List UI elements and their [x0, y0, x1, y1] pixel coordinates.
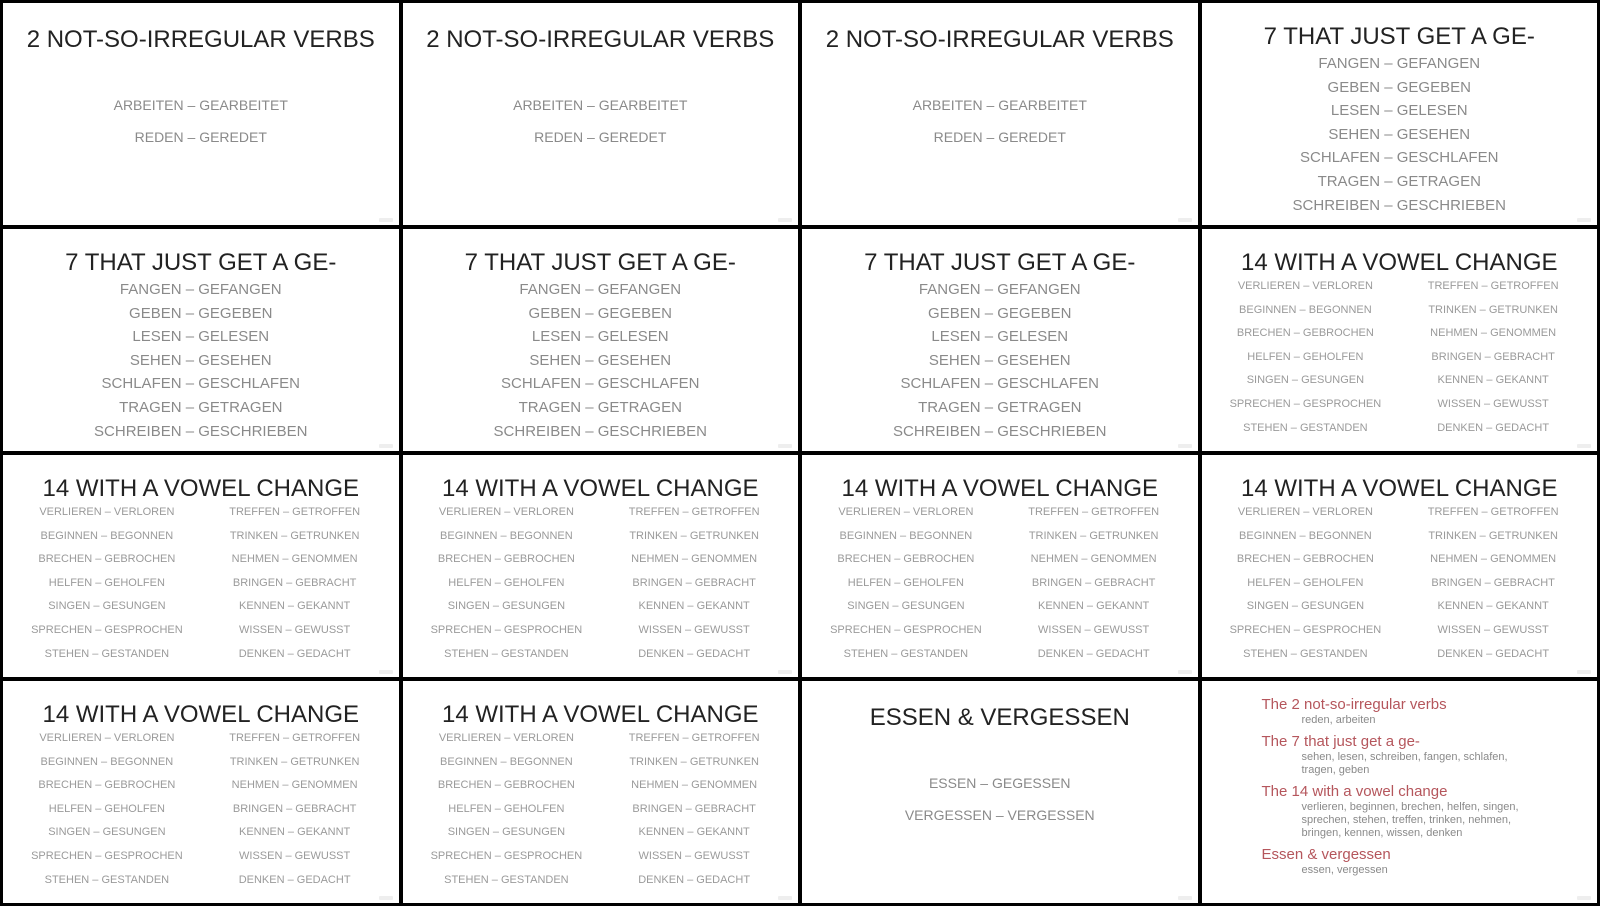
verb-pair: SCHLAFEN – GESCHLAFEN [501, 375, 700, 393]
verb-pair: BEGINNEN – BEGONNEN [839, 529, 973, 542]
verb-pair: FANGEN – GEFANGEN [119, 281, 282, 298]
slide-title: 14 WITH A VOWEL CHANGE [42, 475, 359, 502]
verb-pair: WISSEN – GEWUSST [1437, 397, 1549, 410]
verb-pair: BRECHEN – GEBROCHEN [437, 553, 575, 566]
verb-pair: BRECHEN – GEBROCHEN [38, 779, 176, 792]
verb-pair: HELFEN – GEHOLFEN [1247, 350, 1364, 363]
verb-pair: SCHLAFEN – GESCHLAFEN [101, 375, 300, 393]
verb-pair: ARBEITEN – GEARBEITET [513, 97, 688, 113]
verb-columns [3, 504, 399, 669]
verb-column-right [600, 504, 788, 669]
slide-thumbnail[interactable] [3, 681, 399, 903]
verb-pair: TREFFEN – GETROFFEN [628, 732, 760, 744]
verb-pair: SCHREIBEN – GESCHRIEBEN [94, 422, 308, 440]
slide-title: 7 THAT JUST GET A GE- [65, 249, 337, 276]
verb-pair: TRINKEN – GETRUNKEN [229, 529, 360, 542]
verb-pair: BRINGEN – GEBRACHT [1431, 576, 1555, 589]
verb-pair: SEHEN – GESEHEN [1328, 125, 1471, 143]
verb-pair: SCHLAFEN – GESCHLAFEN [900, 375, 1099, 393]
verb-pair: TREFFEN – GETROFFEN [1028, 506, 1160, 518]
verb-pair: LESEN – GELESEN [531, 328, 669, 346]
slide-title: 14 WITH A VOWEL CHANGE [841, 475, 1158, 502]
verb-pair: REDEN – GEREDET [534, 129, 667, 145]
slide-title: 7 THAT JUST GET A GE- [464, 249, 736, 276]
verb-pair: DENKEN – GEDACHT [638, 647, 751, 660]
verb-pair: SCHLAFEN – GESCHLAFEN [1300, 149, 1499, 167]
verb-pair: SCHREIBEN – GESCHRIEBEN [1292, 196, 1506, 214]
verb-list [3, 95, 399, 159]
verb-pair: SINGEN – GESUNGEN [447, 600, 566, 613]
slide-thumbnail[interactable] [1202, 229, 1598, 451]
summary-verbs: essen, vergessen [1301, 864, 1388, 876]
verb-list [403, 95, 799, 159]
slide-thumbnail[interactable] [802, 229, 1198, 451]
verb-pair: TRINKEN – GETRUNKEN [1428, 529, 1558, 542]
verb-pair: STEHEN – GESTANDEN [444, 873, 569, 886]
verb-column-right [201, 730, 389, 895]
verb-pair: STEHEN – GESTANDEN [44, 873, 170, 886]
verb-column-left [1212, 278, 1400, 443]
verb-pair: WISSEN – GEWUSST [638, 849, 750, 862]
verb-pair: STEHEN – GESTANDEN [1243, 647, 1368, 660]
verb-pair: VERLIEREN – VERLOREN [39, 732, 175, 744]
verb-pair: ESSEN – GEGESSEN [928, 775, 1071, 791]
slide-watermark [379, 218, 393, 222]
verb-pair: BEGINNEN – BEGONNEN [1239, 529, 1372, 542]
slide-title: 14 WITH A VOWEL CHANGE [1240, 249, 1558, 276]
verb-pair: DENKEN – GEDACHT [238, 873, 351, 886]
verb-pair: SPRECHEN – GESPROCHEN [1229, 623, 1382, 636]
verb-pair: TRINKEN – GETRUNKEN [629, 529, 759, 542]
verb-pair: BRECHEN – GEBROCHEN [437, 779, 575, 792]
slide-watermark [1577, 218, 1591, 222]
verb-columns [403, 504, 799, 669]
verb-pair: BRINGEN – GEBRACHT [1431, 350, 1555, 363]
verb-pair: STEHEN – GESTANDEN [44, 647, 170, 660]
verb-pair: VERLIEREN – VERLOREN [1237, 280, 1373, 292]
verb-pair: HELFEN – GEHOLFEN [48, 576, 165, 589]
verb-pair: FANGEN – GEFANGEN [918, 281, 1081, 298]
verb-pair: ARBEITEN – GEARBEITET [912, 97, 1087, 113]
verb-list [3, 280, 399, 445]
verb-pair: SPRECHEN – GESPROCHEN [430, 849, 583, 862]
verb-pair: WISSEN – GEWUSST [239, 623, 351, 636]
verb-column-right [1000, 504, 1188, 669]
slide-watermark [778, 444, 792, 448]
verb-pair: NEHMEN – GENOMMEN [631, 779, 758, 792]
verb-pair: BRINGEN – GEBRACHT [232, 802, 357, 815]
slide-title: 7 THAT JUST GET A GE- [1263, 23, 1535, 50]
slide-thumbnail[interactable] [802, 3, 1198, 225]
verb-pair: LESEN – GELESEN [931, 328, 1069, 346]
verb-pair: HELFEN – GEHOLFEN [847, 576, 964, 589]
slide-title: ESSEN & VERGESSEN [869, 704, 1130, 731]
verb-pair: VERLIEREN – VERLOREN [1237, 506, 1373, 518]
slide-watermark [778, 218, 792, 222]
verb-pair: NEHMEN – GENOMMEN [1430, 327, 1557, 340]
verb-pair: TRINKEN – GETRUNKEN [629, 755, 759, 768]
slide-title: 14 WITH A VOWEL CHANGE [42, 701, 359, 728]
verb-pair: SPRECHEN – GESPROCHEN [430, 623, 583, 636]
verb-pair: TRAGEN – GETRAGEN [119, 398, 283, 416]
slide-watermark [1178, 896, 1192, 900]
summary-heading: The 14 with a vowel change [1261, 783, 1448, 800]
verb-pair: VERLIEREN – VERLOREN [838, 506, 974, 518]
verb-pair: LESEN – GELESEN [1330, 102, 1468, 120]
verb-pair: BEGINNEN – BEGONNEN [440, 529, 573, 542]
verb-pair: LESEN – GELESEN [132, 328, 270, 346]
verb-pair: VERLIEREN – VERLOREN [438, 732, 574, 744]
verb-column-left [13, 730, 201, 895]
verb-pair: WISSEN – GEWUSST [1437, 623, 1549, 636]
verb-pair: KENNEN – GEKANNT [239, 826, 351, 839]
verb-pair: BRINGEN – GEBRACHT [632, 802, 756, 815]
verb-column-right [600, 730, 788, 895]
verb-pair: BRECHEN – GEBROCHEN [837, 553, 975, 566]
verb-pair: KENNEN – GEKANNT [638, 600, 750, 613]
verb-pair: TRAGEN – GETRAGEN [1317, 172, 1481, 190]
verb-columns [1202, 504, 1598, 669]
slide-watermark [1178, 670, 1192, 674]
verb-list [802, 95, 1198, 159]
verb-pair: BEGINNEN – BEGONNEN [1239, 303, 1372, 316]
verb-list [1202, 54, 1598, 219]
verb-pair: SPRECHEN – GESPROCHEN [31, 849, 183, 862]
verb-pair: DENKEN – GEDACHT [1037, 647, 1150, 660]
slide-watermark [778, 896, 792, 900]
slide-title: 14 WITH A VOWEL CHANGE [1240, 475, 1558, 502]
verb-pair: DENKEN – GEDACHT [1437, 421, 1550, 434]
verb-pair: BRECHEN – GEBROCHEN [38, 553, 176, 566]
verb-pair: BRECHEN – GEBROCHEN [1236, 553, 1374, 566]
verb-pair: HELFEN – GEHOLFEN [448, 802, 565, 815]
summary-verbs: sehen, lesen, schreiben, fangen, schlafen, tragen, geben [1301, 751, 1508, 776]
verb-pair: KENNEN – GEKANNT [1437, 374, 1549, 387]
verb-pair: WISSEN – GEWUSST [239, 849, 351, 862]
slide-thumbnail[interactable] [403, 455, 799, 677]
verb-pair: VERLIEREN – VERLOREN [39, 506, 175, 518]
verb-pair: FANGEN – GEFANGEN [519, 281, 682, 298]
verb-pair: VERGESSEN – VERGESSEN [904, 807, 1095, 823]
verb-pair: GEBEN – GEGEBEN [1327, 78, 1471, 96]
slide-watermark [778, 670, 792, 674]
verb-pair: TREFFEN – GETROFFEN [1427, 506, 1559, 518]
verb-pair: SINGEN – GESUNGEN [1246, 374, 1365, 387]
verb-pair: HELFEN – GEHOLFEN [48, 802, 165, 815]
verb-pair: BRECHEN – GEBROCHEN [1236, 327, 1374, 340]
verb-pair: SCHREIBEN – GESCHRIEBEN [893, 422, 1107, 440]
verb-column-left [812, 504, 1000, 669]
verb-pair: REDEN – GEREDET [933, 129, 1066, 145]
verb-pair: TRINKEN – GETRUNKEN [1428, 303, 1558, 316]
verb-pair: STEHEN – GESTANDEN [1243, 421, 1368, 434]
verb-list [403, 280, 799, 445]
slide-thumbnail[interactable] [1202, 455, 1598, 677]
verb-columns [802, 504, 1198, 669]
verb-pair: ARBEITEN – GEARBEITET [113, 97, 288, 113]
verb-pair: BRINGEN – GEBRACHT [232, 576, 357, 589]
verb-column-right [1399, 278, 1587, 443]
slide-thumbnail[interactable] [3, 455, 399, 677]
verb-pair: NEHMEN – GENOMMEN [231, 553, 358, 566]
summary-heading: The 2 not-so-irregular verbs [1261, 696, 1447, 713]
slide-title: 14 WITH A VOWEL CHANGE [441, 701, 759, 728]
summary-verbs: verlieren, beginnen, brechen, helfen, singen, sprechen, stehen, treffen, trinken, nehmen, bringen, kennen, wissen, denken [1301, 801, 1519, 839]
verb-pair: BRINGEN – GEBRACHT [632, 576, 756, 589]
verb-pair: BRINGEN – GEBRACHT [1031, 576, 1156, 589]
verb-pair: TREFFEN – GETROFFEN [229, 732, 361, 744]
verb-pair: TRAGEN – GETRAGEN [518, 398, 682, 416]
slide-watermark [1178, 218, 1192, 222]
slide-thumbnail[interactable] [3, 229, 399, 451]
slide-title: 2 NOT-SO-IRREGULAR VERBS [26, 26, 375, 53]
verb-pair: HELFEN – GEHOLFEN [1247, 576, 1364, 589]
verb-pair: DENKEN – GEDACHT [1437, 647, 1550, 660]
slide-thumbnail[interactable] [3, 3, 399, 225]
slide-thumbnail[interactable] [1202, 681, 1598, 903]
verb-pair: KENNEN – GEKANNT [239, 600, 351, 613]
verb-pair: SEHEN – GESEHEN [928, 351, 1071, 369]
verb-column-left [413, 504, 601, 669]
summary-heading: The 7 that just get a ge- [1261, 733, 1420, 750]
verb-pair: SINGEN – GESUNGEN [847, 600, 965, 613]
verb-pair: KENNEN – GEKANNT [1437, 600, 1549, 613]
verb-pair: STEHEN – GESTANDEN [444, 647, 569, 660]
slide-title: 2 NOT-SO-IRREGULAR VERBS [825, 26, 1174, 53]
verb-pair: NEHMEN – GENOMMEN [631, 553, 758, 566]
verb-column-right [1399, 504, 1587, 669]
verb-pair: DENKEN – GEDACHT [238, 647, 351, 660]
verb-columns [403, 730, 799, 895]
slide-watermark [1178, 444, 1192, 448]
verb-pair: TRINKEN – GETRUNKEN [229, 755, 360, 768]
slide-thumbnail[interactable] [403, 3, 799, 225]
verb-pair: NEHMEN – GENOMMEN [1030, 553, 1157, 566]
slide-title: 2 NOT-SO-IRREGULAR VERBS [426, 26, 775, 53]
verb-pair: BEGINNEN – BEGONNEN [440, 755, 573, 768]
verb-pair: TREFFEN – GETROFFEN [1427, 280, 1559, 292]
verb-columns [3, 730, 399, 895]
slide-thumbnail[interactable] [1202, 3, 1598, 225]
verb-pair: BEGINNEN – BEGONNEN [40, 529, 174, 542]
verb-column-left [413, 730, 601, 895]
verb-column-right [201, 504, 389, 669]
slide-watermark [1577, 444, 1591, 448]
summary-list [1202, 681, 1598, 877]
verb-pair: VERLIEREN – VERLOREN [438, 506, 574, 518]
verb-list [802, 280, 1198, 445]
slide-title: 14 WITH A VOWEL CHANGE [441, 475, 759, 502]
verb-column-left [13, 504, 201, 669]
verb-pair: BEGINNEN – BEGONNEN [40, 755, 174, 768]
verb-pair: FANGEN – GEFANGEN [1318, 55, 1481, 72]
verb-pair: KENNEN – GEKANNT [1038, 600, 1150, 613]
verb-pair: GEBEN – GEGEBEN [928, 304, 1072, 322]
slide-watermark [379, 444, 393, 448]
verb-pair: SCHREIBEN – GESCHRIEBEN [493, 422, 707, 440]
slide-thumbnail[interactable] [802, 455, 1198, 677]
verb-pair: GEBEN – GEGEBEN [129, 304, 273, 322]
verb-pair: REDEN – GEREDET [134, 129, 267, 145]
verb-pair: TRAGEN – GETRAGEN [918, 398, 1082, 416]
slide-title: 7 THAT JUST GET A GE- [864, 249, 1136, 276]
slide-watermark [1577, 670, 1591, 674]
verb-pair: HELFEN – GEHOLFEN [448, 576, 565, 589]
verb-pair: STEHEN – GESTANDEN [843, 647, 969, 660]
verb-columns [1202, 278, 1598, 443]
slide-watermark [1577, 896, 1591, 900]
slide-watermark [379, 896, 393, 900]
verb-list [802, 773, 1198, 837]
verb-pair: SEHEN – GESEHEN [129, 351, 272, 369]
verb-pair: TREFFEN – GETROFFEN [229, 506, 361, 518]
verb-pair: TRINKEN – GETRUNKEN [1028, 529, 1159, 542]
verb-pair: DENKEN – GEDACHT [638, 873, 751, 886]
slide-watermark [379, 670, 393, 674]
verb-pair: SPRECHEN – GESPROCHEN [31, 623, 183, 636]
verb-column-left [1212, 504, 1400, 669]
verb-pair: WISSEN – GEWUSST [638, 623, 750, 636]
verb-pair: KENNEN – GEKANNT [638, 826, 750, 839]
verb-pair: NEHMEN – GENOMMEN [231, 779, 358, 792]
verb-pair: SINGEN – GESUNGEN [447, 826, 566, 839]
verb-pair: SINGEN – GESUNGEN [48, 600, 166, 613]
verb-pair: SINGEN – GESUNGEN [1246, 600, 1365, 613]
verb-pair: SINGEN – GESUNGEN [48, 826, 166, 839]
summary-heading: Essen & vergessen [1261, 846, 1391, 863]
verb-pair: GEBEN – GEGEBEN [528, 304, 672, 322]
verb-pair: TREFFEN – GETROFFEN [628, 506, 760, 518]
verb-pair: NEHMEN – GENOMMEN [1430, 553, 1557, 566]
slide-thumbnail[interactable] [403, 229, 799, 451]
slide-thumbnail[interactable] [403, 681, 799, 903]
verb-pair: SEHEN – GESEHEN [529, 351, 672, 369]
verb-pair: SPRECHEN – GESPROCHEN [830, 623, 982, 636]
summary-verbs: reden, arbeiten [1301, 714, 1376, 726]
verb-pair: SPRECHEN – GESPROCHEN [1229, 397, 1382, 410]
slide-thumbnail[interactable] [802, 681, 1198, 903]
verb-pair: WISSEN – GEWUSST [1038, 623, 1150, 636]
